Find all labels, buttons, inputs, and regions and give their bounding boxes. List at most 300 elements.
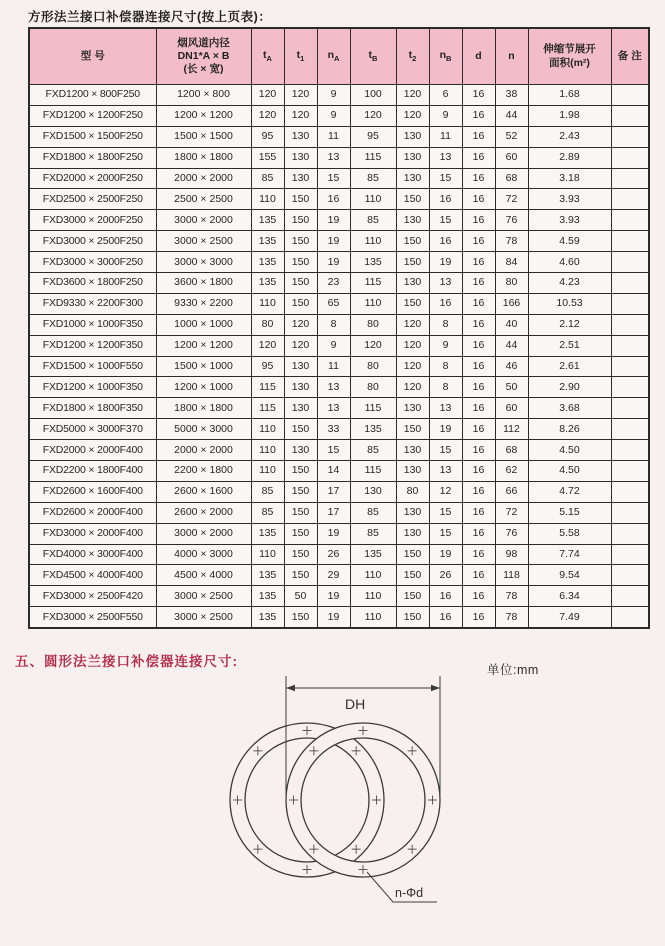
value-cell: 3000 × 2500 <box>156 607 251 628</box>
value-cell <box>611 481 649 502</box>
value-cell: 2500 × 2500 <box>156 189 251 210</box>
value-cell <box>611 377 649 398</box>
value-cell: 3.93 <box>528 189 611 210</box>
value-cell: 130 <box>396 398 429 419</box>
value-cell: 72 <box>495 189 528 210</box>
value-cell: 130 <box>396 502 429 523</box>
value-cell: 7.49 <box>528 607 611 628</box>
value-cell <box>611 210 649 231</box>
value-cell: 4500 × 4000 <box>156 565 251 586</box>
value-cell: 66 <box>495 481 528 502</box>
value-cell: 4.50 <box>528 461 611 482</box>
value-cell <box>611 419 649 440</box>
value-cell: 115 <box>251 398 284 419</box>
value-cell <box>611 440 649 461</box>
value-cell: 155 <box>251 147 284 168</box>
value-cell: 3000 × 3000 <box>156 252 251 273</box>
value-cell: 1200 × 1200 <box>156 335 251 356</box>
column-header: 伸缩节展开 面积(m²) <box>528 28 611 85</box>
value-cell: 85 <box>251 481 284 502</box>
value-cell: 16 <box>462 231 495 252</box>
model-cell: FXD3000 × 2000F250 <box>29 210 156 231</box>
value-cell: 80 <box>350 377 396 398</box>
value-cell: 44 <box>495 335 528 356</box>
value-cell: 6 <box>429 85 462 106</box>
value-cell: 120 <box>284 85 317 106</box>
value-cell: 120 <box>251 105 284 126</box>
model-cell: FXD1500 × 1500F250 <box>29 126 156 147</box>
value-cell: 130 <box>284 440 317 461</box>
value-cell: 17 <box>317 481 350 502</box>
value-cell: 120 <box>251 335 284 356</box>
table-row <box>29 481 649 502</box>
value-cell: 135 <box>251 210 284 231</box>
value-cell: 3000 × 2500 <box>156 586 251 607</box>
table-row <box>29 398 649 419</box>
value-cell: 19 <box>317 523 350 544</box>
value-cell: 16 <box>462 105 495 126</box>
value-cell: 135 <box>251 231 284 252</box>
value-cell: 65 <box>317 293 350 314</box>
value-cell: 5.15 <box>528 502 611 523</box>
value-cell: 135 <box>251 565 284 586</box>
value-cell: 120 <box>396 85 429 106</box>
value-cell: 150 <box>284 189 317 210</box>
value-cell: 8.26 <box>528 419 611 440</box>
value-cell: 110 <box>251 293 284 314</box>
value-cell: 150 <box>284 481 317 502</box>
value-cell: 3000 × 2000 <box>156 210 251 231</box>
value-cell: 3.18 <box>528 168 611 189</box>
value-cell: 80 <box>495 273 528 294</box>
value-cell: 150 <box>284 252 317 273</box>
column-header: $t_1$ <box>284 28 317 85</box>
value-cell: 115 <box>350 461 396 482</box>
value-cell: 33 <box>317 419 350 440</box>
value-cell: 15 <box>429 502 462 523</box>
column-header: n <box>495 28 528 85</box>
model-cell: FXD2600 × 1600F400 <box>29 481 156 502</box>
value-cell: 78 <box>495 231 528 252</box>
value-cell: 115 <box>350 147 396 168</box>
value-cell: 14 <box>317 461 350 482</box>
value-cell: 16 <box>462 85 495 106</box>
value-cell: 16 <box>462 586 495 607</box>
value-cell: 130 <box>396 523 429 544</box>
value-cell: 19 <box>429 252 462 273</box>
value-cell: 120 <box>284 314 317 335</box>
value-cell: 23 <box>317 273 350 294</box>
value-cell: 62 <box>495 461 528 482</box>
value-cell: 16 <box>462 189 495 210</box>
value-cell: 2600 × 1600 <box>156 481 251 502</box>
column-header: $n_A$ <box>317 28 350 85</box>
value-cell <box>611 85 649 106</box>
value-cell: 115 <box>350 273 396 294</box>
value-cell: 1.68 <box>528 85 611 106</box>
value-cell: 15 <box>317 440 350 461</box>
value-cell: 8 <box>429 356 462 377</box>
value-cell <box>611 147 649 168</box>
value-cell: 130 <box>284 168 317 189</box>
value-cell: 13 <box>429 147 462 168</box>
value-cell: 130 <box>396 461 429 482</box>
value-cell: 110 <box>350 189 396 210</box>
value-cell: 16 <box>462 168 495 189</box>
value-cell: 78 <box>495 607 528 628</box>
value-cell: 16 <box>429 189 462 210</box>
value-cell <box>611 607 649 628</box>
value-cell: 26 <box>317 544 350 565</box>
table-row <box>29 231 649 252</box>
value-cell: 16 <box>462 481 495 502</box>
value-cell: 16 <box>462 565 495 586</box>
value-cell: 13 <box>429 398 462 419</box>
value-cell: 150 <box>284 273 317 294</box>
value-cell: 1500 × 1000 <box>156 356 251 377</box>
table-row <box>29 252 649 273</box>
value-cell: 52 <box>495 126 528 147</box>
value-cell <box>611 293 649 314</box>
value-cell: 16 <box>462 440 495 461</box>
value-cell: 98 <box>495 544 528 565</box>
value-cell: 150 <box>396 419 429 440</box>
value-cell: 130 <box>284 147 317 168</box>
table-row <box>29 440 649 461</box>
table-row <box>29 356 649 377</box>
value-cell: 112 <box>495 419 528 440</box>
value-cell: 150 <box>284 419 317 440</box>
value-cell: 50 <box>495 377 528 398</box>
value-cell: 9 <box>429 105 462 126</box>
model-cell: FXD3000 × 2000F400 <box>29 523 156 544</box>
value-cell: 1.98 <box>528 105 611 126</box>
model-cell: FXD3000 × 2500F420 <box>29 586 156 607</box>
model-cell: FXD1200 × 1200F250 <box>29 105 156 126</box>
bolt-leader-line <box>367 872 437 902</box>
value-cell: 10.53 <box>528 293 611 314</box>
value-cell: 1200 × 1200 <box>156 105 251 126</box>
value-cell: 2000 × 2000 <box>156 440 251 461</box>
table-body <box>29 85 649 629</box>
value-cell: 85 <box>350 440 396 461</box>
value-cell: 150 <box>284 210 317 231</box>
value-cell: 16 <box>462 461 495 482</box>
value-cell: 13 <box>317 147 350 168</box>
value-cell: 130 <box>350 481 396 502</box>
column-header: 型 号 <box>29 28 156 85</box>
value-cell: 11 <box>317 126 350 147</box>
table-row <box>29 335 649 356</box>
model-cell: FXD3000 × 2500F550 <box>29 607 156 628</box>
value-cell: 3600 × 1800 <box>156 273 251 294</box>
value-cell: 16 <box>462 377 495 398</box>
value-cell: 130 <box>284 398 317 419</box>
value-cell: 135 <box>251 586 284 607</box>
value-cell: 85 <box>350 210 396 231</box>
value-cell: 76 <box>495 210 528 231</box>
value-cell: 150 <box>284 461 317 482</box>
value-cell: 5000 × 3000 <box>156 419 251 440</box>
value-cell: 16 <box>462 607 495 628</box>
value-cell: 16 <box>462 293 495 314</box>
value-cell: 13 <box>429 461 462 482</box>
value-cell: 29 <box>317 565 350 586</box>
value-cell: 9 <box>317 85 350 106</box>
value-cell: 4.50 <box>528 440 611 461</box>
value-cell: 9.54 <box>528 565 611 586</box>
value-cell: 80 <box>251 314 284 335</box>
value-cell: 17 <box>317 502 350 523</box>
value-cell: 46 <box>495 356 528 377</box>
value-cell: 9 <box>317 335 350 356</box>
model-cell: FXD9330 × 2200F300 <box>29 293 156 314</box>
value-cell: 3000 × 2000 <box>156 523 251 544</box>
table-header <box>29 28 649 85</box>
value-cell <box>611 314 649 335</box>
value-cell: 110 <box>251 544 284 565</box>
value-cell: 2.43 <box>528 126 611 147</box>
value-cell <box>611 168 649 189</box>
column-header: $t_B$ <box>350 28 396 85</box>
model-cell: FXD2000 × 2000F250 <box>29 168 156 189</box>
value-cell: 19 <box>317 210 350 231</box>
value-cell: 12 <box>429 481 462 502</box>
value-cell: 150 <box>284 502 317 523</box>
page-title: 方形法兰接口补偿器连接尺寸(按上页表)： <box>28 10 272 24</box>
value-cell: 150 <box>396 231 429 252</box>
value-cell: 110 <box>251 419 284 440</box>
value-cell <box>611 502 649 523</box>
model-cell: FXD2000 × 2000F400 <box>29 440 156 461</box>
model-cell: FXD4500 × 4000F400 <box>29 565 156 586</box>
value-cell <box>611 565 649 586</box>
table-row <box>29 168 649 189</box>
value-cell: 150 <box>284 293 317 314</box>
value-cell: 72 <box>495 502 528 523</box>
model-cell: FXD1800 × 1800F350 <box>29 398 156 419</box>
value-cell: 4.60 <box>528 252 611 273</box>
value-cell: 19 <box>317 586 350 607</box>
value-cell <box>611 398 649 419</box>
model-cell: FXD2600 × 2000F400 <box>29 502 156 523</box>
value-cell: 16 <box>462 147 495 168</box>
value-cell: 118 <box>495 565 528 586</box>
value-cell: 120 <box>396 105 429 126</box>
value-cell: 3000 × 2500 <box>156 231 251 252</box>
table-row <box>29 189 649 210</box>
model-cell: FXD1000 × 1000F350 <box>29 314 156 335</box>
value-cell: 80 <box>350 314 396 335</box>
value-cell: 16 <box>462 314 495 335</box>
value-cell <box>611 356 649 377</box>
value-cell: 2.51 <box>528 335 611 356</box>
model-cell: FXD1500 × 1000F550 <box>29 356 156 377</box>
value-cell: 15 <box>317 168 350 189</box>
value-cell: 135 <box>251 273 284 294</box>
value-cell: 8 <box>429 377 462 398</box>
value-cell: 4.72 <box>528 481 611 502</box>
table-row <box>29 126 649 147</box>
table-row <box>29 565 649 586</box>
value-cell: 16 <box>462 335 495 356</box>
value-cell: 85 <box>350 168 396 189</box>
value-cell: 110 <box>350 565 396 586</box>
value-cell: 15 <box>429 440 462 461</box>
value-cell <box>611 189 649 210</box>
value-cell: 1500 × 1500 <box>156 126 251 147</box>
value-cell: 120 <box>251 85 284 106</box>
value-cell: 130 <box>284 377 317 398</box>
value-cell <box>611 461 649 482</box>
value-cell: 115 <box>251 377 284 398</box>
column-header: 烟风道内径 DN1*A × B (长 × 宽) <box>156 28 251 85</box>
value-cell: 16 <box>462 210 495 231</box>
table-row <box>29 523 649 544</box>
value-cell: 19 <box>317 252 350 273</box>
value-cell <box>611 335 649 356</box>
value-cell: 44 <box>495 105 528 126</box>
value-cell: 150 <box>284 544 317 565</box>
value-cell: 150 <box>284 523 317 544</box>
model-cell: FXD1200 × 1000F350 <box>29 377 156 398</box>
dimension-table <box>28 27 650 629</box>
column-header: $n_B$ <box>429 28 462 85</box>
value-cell: 68 <box>495 440 528 461</box>
value-cell: 110 <box>350 231 396 252</box>
value-cell: 130 <box>396 147 429 168</box>
value-cell: 1800 × 1800 <box>156 147 251 168</box>
table-row <box>29 586 649 607</box>
value-cell <box>611 105 649 126</box>
model-cell: FXD3600 × 1800F250 <box>29 273 156 294</box>
value-cell: 7.74 <box>528 544 611 565</box>
value-cell: 76 <box>495 523 528 544</box>
value-cell: 5.58 <box>528 523 611 544</box>
value-cell: 95 <box>251 126 284 147</box>
value-cell: 120 <box>350 105 396 126</box>
value-cell: 78 <box>495 586 528 607</box>
value-cell: 115 <box>350 398 396 419</box>
value-cell: 130 <box>284 356 317 377</box>
value-cell: 6.34 <box>528 586 611 607</box>
value-cell: 3.68 <box>528 398 611 419</box>
table-row <box>29 461 649 482</box>
value-cell <box>611 231 649 252</box>
table-row <box>29 607 649 628</box>
value-cell: 3.93 <box>528 210 611 231</box>
value-cell: 8 <box>429 314 462 335</box>
value-cell: 16 <box>462 356 495 377</box>
value-cell: 38 <box>495 85 528 106</box>
value-cell <box>611 544 649 565</box>
value-cell: 120 <box>396 377 429 398</box>
value-cell: 16 <box>462 273 495 294</box>
value-cell: 150 <box>284 607 317 628</box>
value-cell: 150 <box>396 544 429 565</box>
model-cell: FXD2200 × 1800F400 <box>29 461 156 482</box>
value-cell: 1800 × 1800 <box>156 398 251 419</box>
table-row <box>29 210 649 231</box>
table-row <box>29 147 649 168</box>
value-cell: 13 <box>317 398 350 419</box>
model-cell: FXD5000 × 3000F370 <box>29 419 156 440</box>
value-cell <box>611 126 649 147</box>
value-cell: 110 <box>350 607 396 628</box>
value-cell: 9330 × 2200 <box>156 293 251 314</box>
table-row <box>29 544 649 565</box>
column-header: $t_A$ <box>251 28 284 85</box>
value-cell: 150 <box>284 565 317 586</box>
value-cell: 2.12 <box>528 314 611 335</box>
value-cell: 110 <box>251 440 284 461</box>
value-cell: 60 <box>495 398 528 419</box>
value-cell: 16 <box>462 502 495 523</box>
flange-diagram <box>0 670 665 940</box>
value-cell: 2200 × 1800 <box>156 461 251 482</box>
value-cell: 16 <box>462 419 495 440</box>
value-cell: 110 <box>251 461 284 482</box>
table-row <box>29 85 649 106</box>
value-cell: 120 <box>284 335 317 356</box>
value-cell: 100 <box>350 85 396 106</box>
column-header: d <box>462 28 495 85</box>
value-cell: 2.89 <box>528 147 611 168</box>
value-cell: 16 <box>462 523 495 544</box>
value-cell: 120 <box>396 335 429 356</box>
value-cell: 120 <box>396 356 429 377</box>
value-cell: 150 <box>396 607 429 628</box>
value-cell: 19 <box>317 607 350 628</box>
value-cell: 130 <box>284 126 317 147</box>
value-cell: 135 <box>251 607 284 628</box>
value-cell: 16 <box>429 586 462 607</box>
value-cell: 2.61 <box>528 356 611 377</box>
model-cell: FXD4000 × 3000F400 <box>29 544 156 565</box>
value-cell: 8 <box>317 314 350 335</box>
table-row <box>29 293 649 314</box>
value-cell: 80 <box>350 356 396 377</box>
table-row <box>29 105 649 126</box>
value-cell: 1200 × 800 <box>156 85 251 106</box>
model-cell: FXD1200 × 1200F350 <box>29 335 156 356</box>
model-cell: FXD3000 × 2500F250 <box>29 231 156 252</box>
value-cell: 85 <box>350 502 396 523</box>
value-cell: 130 <box>396 210 429 231</box>
value-cell: 16 <box>462 544 495 565</box>
value-cell: 13 <box>429 273 462 294</box>
value-cell: 120 <box>396 314 429 335</box>
value-cell: 95 <box>350 126 396 147</box>
model-cell: FXD3000 × 3000F250 <box>29 252 156 273</box>
value-cell: 4.23 <box>528 273 611 294</box>
value-cell: 16 <box>429 293 462 314</box>
value-cell: 2600 × 2000 <box>156 502 251 523</box>
value-cell: 15 <box>429 523 462 544</box>
value-cell: 50 <box>284 586 317 607</box>
value-cell: 135 <box>251 523 284 544</box>
value-cell: 16 <box>462 398 495 419</box>
value-cell: 16 <box>317 189 350 210</box>
value-cell: 19 <box>429 544 462 565</box>
value-cell: 135 <box>350 544 396 565</box>
value-cell: 19 <box>317 231 350 252</box>
value-cell <box>611 273 649 294</box>
value-cell: 110 <box>350 586 396 607</box>
value-cell: 130 <box>396 440 429 461</box>
value-cell: 4.59 <box>528 231 611 252</box>
value-cell: 150 <box>396 586 429 607</box>
